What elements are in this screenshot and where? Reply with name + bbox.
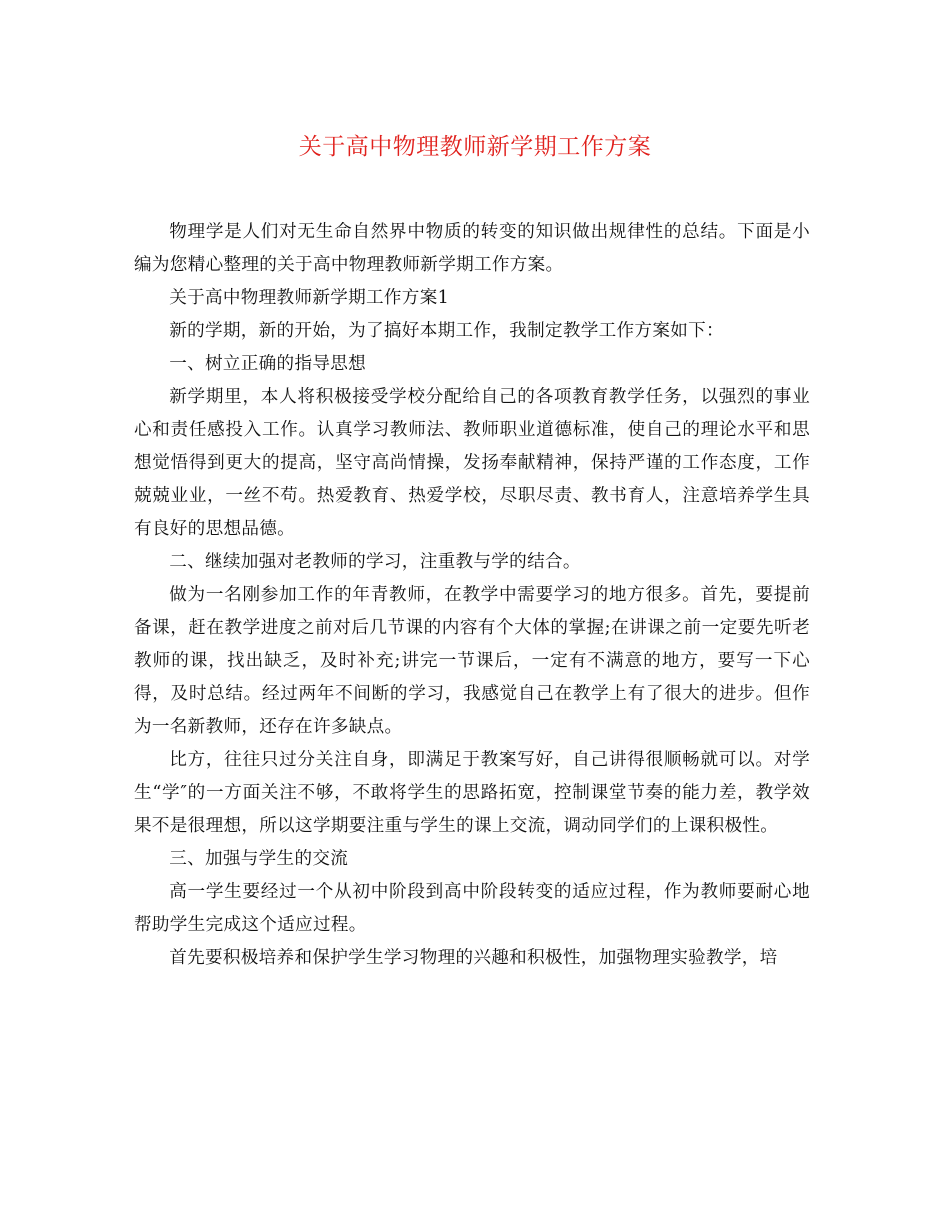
section-heading-2: 二、继续加强对老教师的学习，注重教与学的结合。 [169,552,581,572]
paragraph-intro: 物理学是人们对无生命自然界中物质的转变的知识做出规律性的总结。下面是小编为您精心整理的关于高中物理教师新学期工作方案。 [134,222,810,275]
paragraph-section-3b: 首先要积极培养和保护学生学习物理的兴趣和积极性，加强物理实验教学，培 [169,948,778,968]
section-heading-plan-1: 关于高中物理教师新学期工作方案1 [169,288,450,308]
paragraph-section-2b: 比方，往往只过分关注自身，即满足于教案写好，自己讲得很顺畅就可以。对学生“学″的一方面关注不够，不敢将学生的思路拓宽，控制课堂节奏的能力差，教学效果不是很理想，所以这学期要注重与学生的课上交流，调动同学们的上课积极性。 [134,750,810,836]
paragraph-section-2a: 做为一名刚参加工作的年青教师，在教学中需要学习的地方很多。首先，要提前备课，赶在教学进度之前对后几节课的内容有个大体的掌握;在讲课之前一定要先听老教师的课，找出缺乏，及时补充;讲完一节课后，一定有不满意的地方，要写一下心得，及时总结。经过两年不间断的学习，我感觉自己在教学上有了很大的进步。但作为一名新教师，还存在许多缺点。 [134,585,810,737]
section-heading-3: 三、加强与学生的交流 [169,849,349,869]
section-heading-1: 一、树立正确的指导思想 [169,354,367,374]
document-body [134,216,810,975]
paragraph-section-3a: 高一学生要经过一个从初中阶段到高中阶段转变的适应过程，作为教师要耐心地帮助学生完成这个适应过程。 [134,882,810,935]
document-title: 关于高中物理教师新学期工作方案 [298,134,652,160]
paragraph-opening: 新的学期，新的开始，为了搞好本期工作，我制定教学工作方案如下： [169,321,724,341]
paragraph-section-1: 新学期里，本人将积极接受学校分配给自己的各项教育教学任务，以强烈的事业心和责任感投入工作。认真学习教师法、教师职业道德标准，使自己的理论水平和思想觉悟得到更大的提高，坚守高尚情操，发扬奉献精神，保持严谨的工作态度，工作兢兢业业，一丝不苟。热爱教育、热爱学校，尽职尽责、教书育人，注意培养学生具有良好的思想品德。 [134,387,810,539]
